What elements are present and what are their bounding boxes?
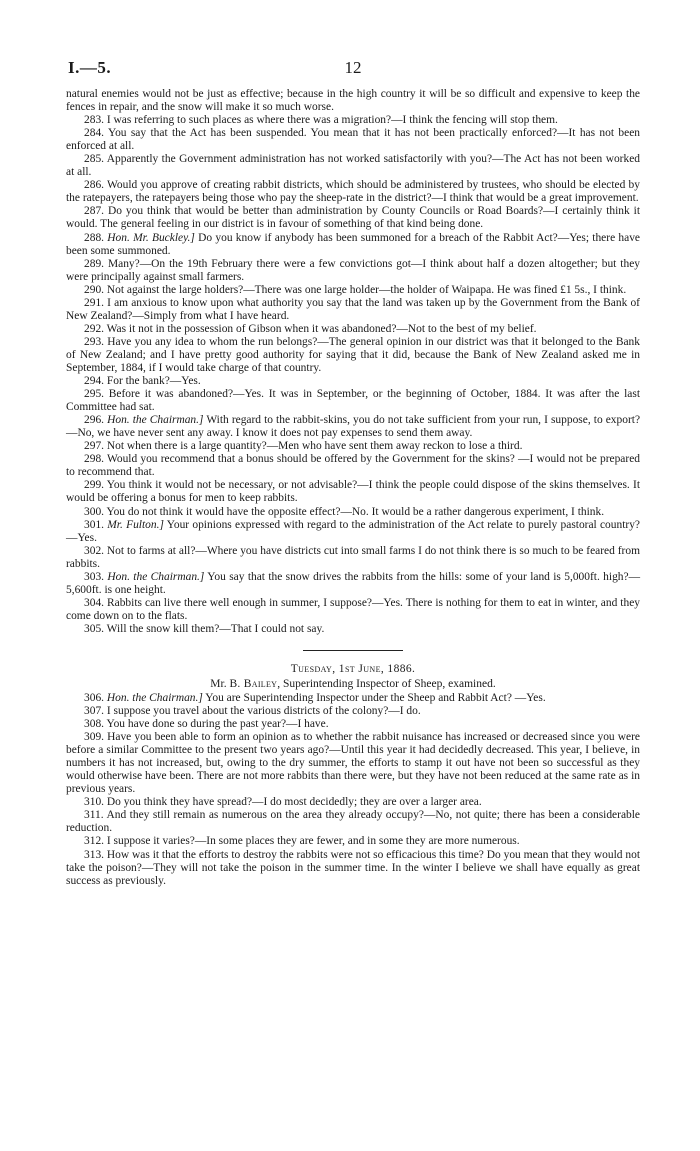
- question-list: [66, 692, 640, 888]
- question-number: 301.: [84, 518, 105, 531]
- question-paragraph: 307. I suppose you travel about the various districts of the colony?—I do.: [84, 705, 421, 718]
- question-paragraph: [66, 232, 640, 258]
- question-paragraph: 300. You do not think it would have the opposite effect?—No. It would be a rather dangerous experiment, I think.: [84, 505, 605, 518]
- question-text: Do you know if anybody has been summoned for a breach of the Rabbit Act?—Yes; there have been some summoned.: [66, 231, 641, 257]
- question-text: Your opinions expressed with regard to the administration of the Act relate to purely pastoral country?—Yes.: [66, 518, 640, 544]
- question-paragraph: 283. I was referring to such places as where there was a migration?—I think the fencing will stop them.: [84, 114, 558, 127]
- question-text: You say that the snow drives the rabbits from the hills: some of your land is 5,000ft. high?—5,600ft. is one height.: [66, 570, 641, 596]
- question-number: 303.: [84, 570, 105, 583]
- speaker-name: Mr. Fulton.]: [107, 518, 164, 531]
- question-paragraph: 304. Rabbits can live there well enough in summer, I suppose?—Yes. There is nothing for them to eat in winter, and they come down on to the flats.: [66, 596, 640, 622]
- question-text: You are Superintending Inspector under the Sheep and Rabbit Act? —Yes.: [205, 691, 546, 704]
- evidence-section-2: [66, 692, 640, 888]
- question-paragraph: 289. Many?—On the 19th February there were a few convictions got—I think about half a dozen altogether; but they were principally against small farmers.: [66, 257, 640, 283]
- speaker-name: Hon. the Chairman.]: [107, 570, 205, 583]
- question-number: 288.: [84, 231, 105, 244]
- question-paragraph: 290. Not against the large holders?—There was one large holder—the holder of Waipapa. He was fined £1 5s., I think.: [84, 283, 627, 296]
- question-paragraph: [66, 692, 640, 705]
- speaker-name: Hon. Mr. Buckley.]: [107, 231, 195, 244]
- question-paragraph: 295. Before it was abandoned?—Yes. It was in September, or the beginning of October, 1884. It was after the last Committee had sat.: [66, 388, 640, 414]
- question-paragraph: 297. Not when there is a large quantity?—Men who have sent them away reckon to lose a third.: [84, 440, 523, 453]
- question-number: 296.: [84, 414, 105, 427]
- question-list: [66, 114, 640, 636]
- section-divider: [303, 650, 403, 651]
- witness-name: B. Bailey: [229, 677, 278, 690]
- evidence-section-1: [66, 88, 640, 636]
- question-paragraph: 292. Was it not in the possession of Gibson when it was abandoned?—Not to the best of my belief.: [84, 322, 537, 335]
- witness-suffix: , Superintending Inspector of Sheep, examined.: [277, 677, 496, 690]
- question-paragraph: 293. Have you any idea to whom the run belongs?—The general opinion in our district was that it belonged to the Bank of New Zealand; and I have pretty good authority for saying that it did, because the Bank of New Zealand asked me in September, 1884, if I would take charge of that country.: [66, 335, 640, 374]
- speaker-name: Hon. the Chairman.]: [106, 691, 203, 704]
- question-paragraph: 305. Will the snow kill them?—That I could not say.: [84, 622, 325, 635]
- question-paragraph: 294. For the bank?—Yes.: [84, 375, 201, 388]
- question-paragraph: [66, 571, 640, 597]
- question-paragraph: 291. I am anxious to know upon what authority you say that the land was taken up by the Government from the Bank of New Zealand?—Simply from what I have heard.: [66, 296, 640, 322]
- question-paragraph: 310. Do you think they have spread?—I do most decidedly; they are over a larger area.: [84, 796, 482, 809]
- question-paragraph: 285. Apparently the Government administration has not worked satisfactorily with you?—The Act has not been worked at all.: [66, 153, 640, 179]
- question-paragraph: 299. You think it would not be necessary, or not advisable?—I think the people could dispose of the skins themselves. It would be offering a bonus for men to keep rabbits.: [66, 479, 640, 505]
- question-paragraph: 284. You say that the Act has been suspended. You mean that it has not been practically enforced?—It has not been enforced at all.: [66, 127, 640, 153]
- question-paragraph: 298. Would you recommend that a bonus should be offered by the Government for the skins? —I would not be prepared to recommend that.: [66, 453, 640, 479]
- question-paragraph: 313. How was it that the efforts to destroy the rabbits were not so efficacious this time? Do you mean that they would not take the poison?—They will not take the poison in the summer time. In the winter I believe we shall have equally as great success as previously.: [66, 848, 640, 887]
- question-paragraph: 302. Not to farms at all?—Where you have districts cut into small farms I do not think there is so much to be feared from rabbits.: [66, 544, 640, 570]
- question-paragraph: 309. Have you been able to form an opinion as to whether the rabbit nuisance has increased or decreased since you were before a similar Committee to the present two years ago?—Until this year it had decidedly decreased. This year, I believe, in numbers it has not increased, but, owing to the dry summer, the efforts to stamp it out have not been so successful as they would otherwise have been. There are not more rabbits than there were, but they have not been reduced at the same rate as in previous years.: [66, 731, 640, 796]
- page-header: [66, 58, 640, 88]
- speaker-name: Hon. the Chairman.]: [107, 414, 204, 427]
- witness-heading: [66, 678, 640, 690]
- question-paragraph: 286. Would you approve of creating rabbit districts, which should be administered by trustees, who should be elected by the ratepayers, the ratepayers being those who pay the sheep-rate in the district?—I think that would be a great improvement.: [66, 179, 640, 205]
- session-date: Tuesday, 1st June, 1886.: [290, 662, 416, 675]
- question-text: With regard to the rabbit-skins, you do not take sufficient from your run, I suppose, to export?—No, we have never sent any away. I know it does not pay expenses to send them away.: [66, 414, 641, 440]
- question-paragraph: 311. And they still remain as numerous on the area they already occupy?—No, not quite; there has been a considerable reduction.: [66, 809, 640, 835]
- question-paragraph: [66, 519, 640, 545]
- question-paragraph: 312. I suppose it varies?—In some places they are fewer, and in some they are more numerous.: [84, 835, 520, 848]
- witness-prefix: Mr.: [210, 677, 230, 690]
- series-reference: I.—5.: [68, 58, 112, 77]
- question-paragraph: 287. Do you think that would be better than administration by County Councils or Road Boards?—I certainly think it would. The general feeling in our district is in favour of something of that kind being done.: [66, 205, 640, 231]
- question-paragraph: [66, 414, 640, 440]
- page-number: 12: [344, 58, 362, 77]
- question-number: 306.: [84, 691, 105, 704]
- document-page: [66, 58, 640, 888]
- continued-paragraph: natural enemies would not be just as effective; because in the high country it will be so difficult and expensive to keep the fences in repair, and the snow will make it so much worse.: [66, 88, 640, 114]
- question-paragraph: 308. You have done so during the past year?—I have.: [84, 718, 329, 731]
